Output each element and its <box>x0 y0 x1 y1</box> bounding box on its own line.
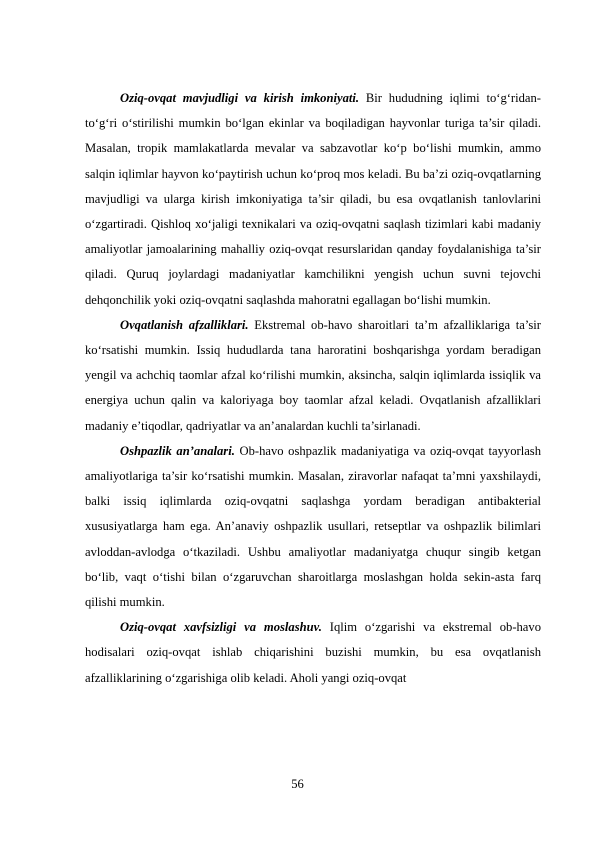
paragraph-heading: Oziq-ovqat xavfsizligi va moslashuv. <box>120 620 322 635</box>
paragraph-culinary-traditions <box>85 439 541 615</box>
paragraph-text: Ob-havo oshpazlik madaniyatiga va oziq-ovqat tayyorlash amaliyotlariga ta’sir ko‘rsatishi mumkin. Masalan, ziravorlar nafaqat ta’mni yaxshilaydi, balki issiq iqlimlarda oziq-ovqatni saqlashga yordam beradigan antibakterial xususiyatlarga ham ega. An’anaviy oshpazlik usullari, retseptlar va oshpazlik bilimlari avloddan-avlodga o‘tkaziladi. Ushbu amaliyotlar madaniyatga chuqur singib ketgan bo‘lib, vaqt o‘tishi bilan o‘zgaruvchan sharoitlarga moslashgan holda sekin-asta farq qilishi mumkin. <box>85 443 542 610</box>
paragraph-heading: Oziq-ovqat mavjudligi va kirish imkoniyati. <box>120 91 360 105</box>
paragraph-text: Ekstremal ob-havo sharoitlari ta’m afzalliklariga ta’sir ko‘rsatishi mumkin. Issiq hududlarda tana haroratini boshqarishga yordam beradigan yengil va achchiq taomlar afzal ko‘rilishi mumkin, aksincha, salqin iqlimlarda issiqlik va energiya uchun qalin va kaloriyaga boy taomlar afzal keladi. Ovqatlanish afzalliklari madaniy e’tiqodlar, qadriyatlar va an’analardan kuchli ta’sirlanadi. <box>85 317 541 433</box>
paragraph-heading: Ovqatlanish afzalliklari. <box>120 317 249 332</box>
page-number: 56 <box>291 777 304 791</box>
paragraph-food-security <box>85 615 541 691</box>
paragraph-text: Bir hududning iqlimi to‘g‘ridan-to‘g‘ri o‘stirilishi mumkin bo‘lgan ekinlar va boqiladigan hayvonlar turiga ta’sir qiladi. Masalan, tropik mamlakatlarda mevalar va sabzavotlar ko‘p bo‘lishi mumkin, ammo salqin iqlimlar hayvon ko‘paytirish uchun ko‘proq mos keladi. Bu ba’zi oziq-ovqatlarning mavjudligi va ularga kirish imkoniyatiga ta’sir qiladi, bu esa ovqatlanish tanlovlarini o‘zgartiradi. Qishloq xo‘jaligi texnikalari va oziq-ovqatni saqlash tizimlari kabi madaniy amaliyotlar jamoalarining mahalliy oziq-ovqat resurslaridan qanday foydalanishiga ta’sir qiladi. Quruq joylardagi madaniyatlar kamchilikni yengish uchun suvni tejovchi dehqonchilik yoki oziq-ovqatni saqlashda mahoratni egallagan bo‘lishi mumkin. <box>85 91 542 307</box>
paragraph-heading: Oshpazlik an’analari. <box>120 443 235 458</box>
paragraph-food-availability <box>85 86 541 313</box>
page-body <box>85 86 541 691</box>
paragraph-text: Iqlim o‘zgarishi va ekstremal ob-havo hodisalari oziq-ovqat ishlab chiqarishini buzishi mumkin, bu esa ovqatlanish afzalliklarining o‘zgarishiga olib keladi. Aholi yangi oziq-ovqat <box>85 620 541 685</box>
paragraph-food-preferences <box>85 313 541 439</box>
